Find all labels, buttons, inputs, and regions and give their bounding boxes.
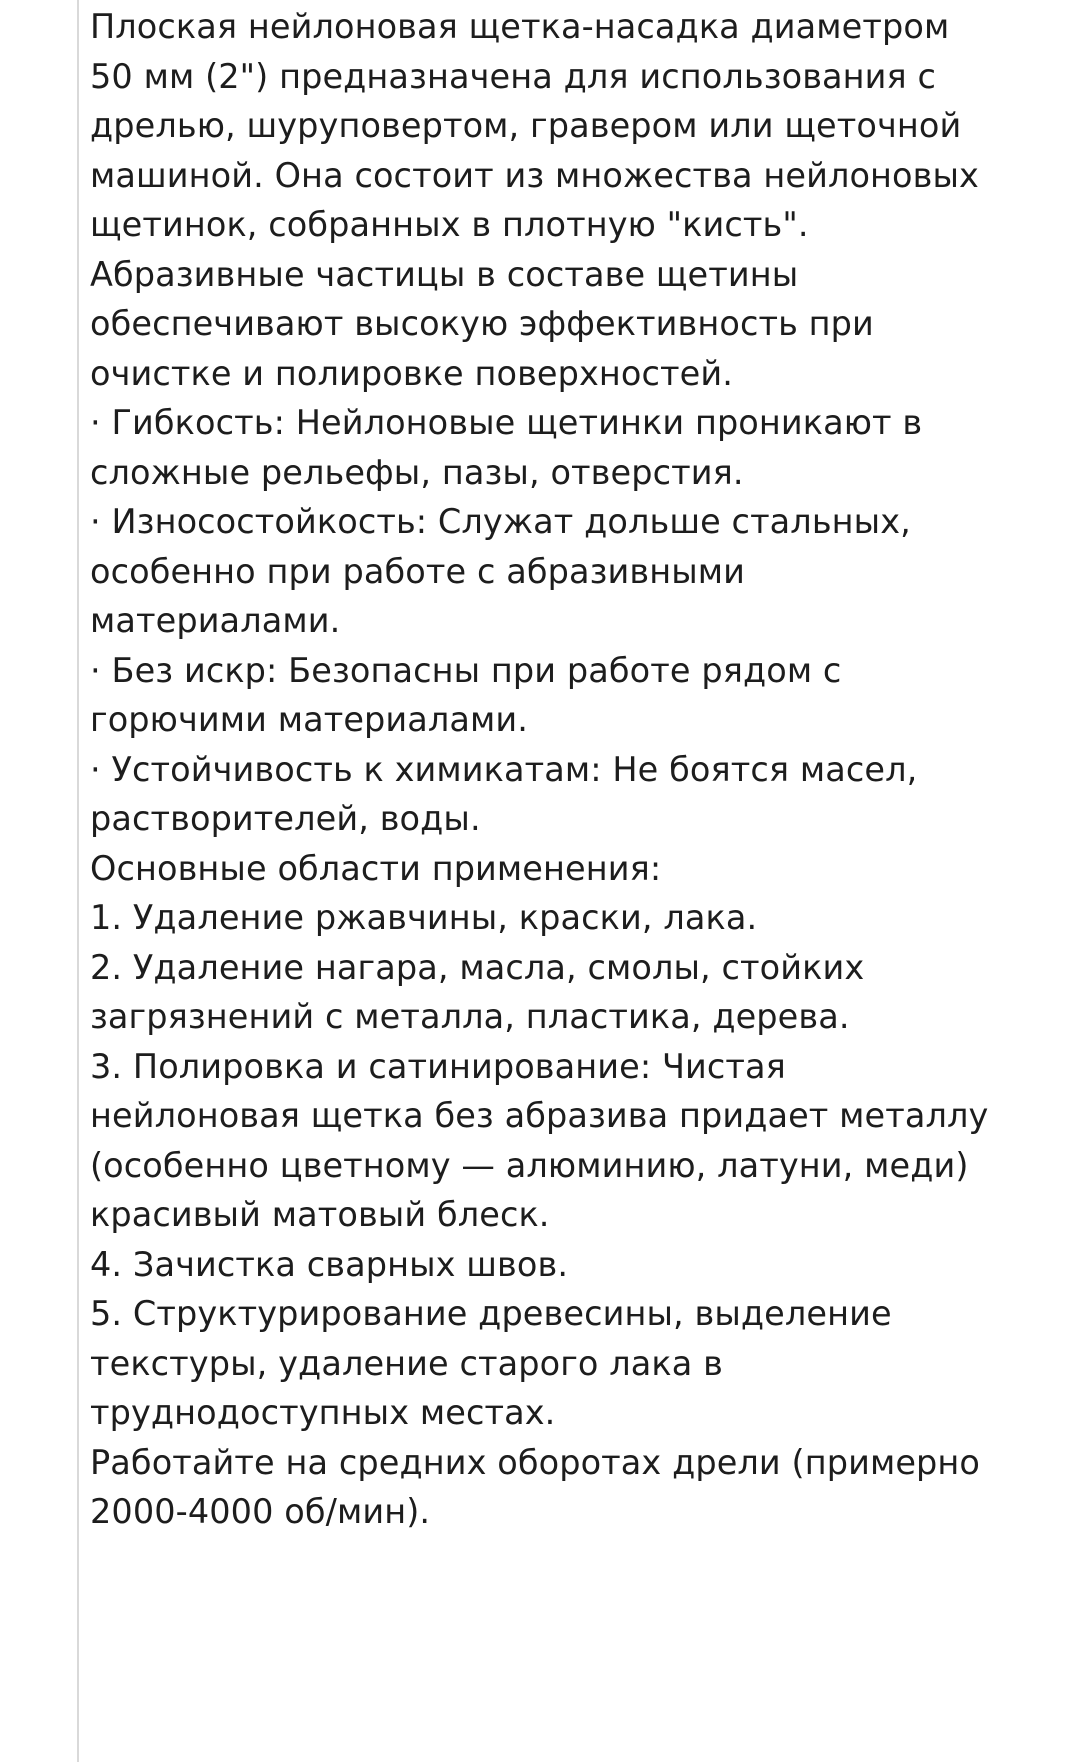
paragraph-usage-note: Работайте на средних оборотах дрели (примерно 2000-4000 об/мин).	[90, 1442, 991, 1531]
paragraph-application-1: 1. Удаление ржавчины, краски, лака.	[90, 898, 758, 937]
paragraph-application-4: 4. Зачистка сварных швов.	[90, 1244, 569, 1284]
paragraph-feature-flexibility: · Гибкость: Нейлоновые щетинки проникают в сложные рельефы, пазы, отверстия.	[90, 403, 933, 492]
paragraph-feature-no-sparks: · Без искр: Безопасны при работе рядом с горючими материалами.	[90, 650, 853, 739]
paragraph-feature-durability: · Износостойкость: Служат дольше стальных, особенно при работе с абразивными материалами.	[90, 502, 922, 640]
paragraph-intro: Плоская нейлоновая щетка-насадка диаметром 50 мм (2") предназначена для использования с дрелью, шуруповертом, гравером или щеточной машиной. Она состоит из множества нейлоновых щетинок, собранных в плотную "кисть". Абразивные частицы в составе щетины обеспечивают высокую эффективность при очистке и полировке поверхностей.	[90, 7, 990, 393]
left-margin-rule	[77, 0, 79, 1762]
paragraph-application-2: 2. Удаление нагара, масла, смолы, стойких загрязнений с металла, пластика, дерева.	[90, 947, 876, 1036]
paragraph-feature-chemical-resistance: · Устойчивость к химикатам: Не боятся масел, растворителей, воды.	[90, 749, 929, 838]
paragraph-application-5: 5. Структурирование древесины, выделение текстуры, удаление старого лака в труднодоступных местах.	[90, 1294, 903, 1432]
paragraph-applications-heading: Основные области применения:	[90, 848, 662, 888]
paragraph-application-3: 3. Полировка и сатинирование: Чистая нейлоновая щетка без абразива придает металлу (особенно цветному — алюминию, латуни, меди) красивый матовый блеск.	[90, 1046, 1000, 1234]
document-text-block	[90, 0, 1000, 1537]
